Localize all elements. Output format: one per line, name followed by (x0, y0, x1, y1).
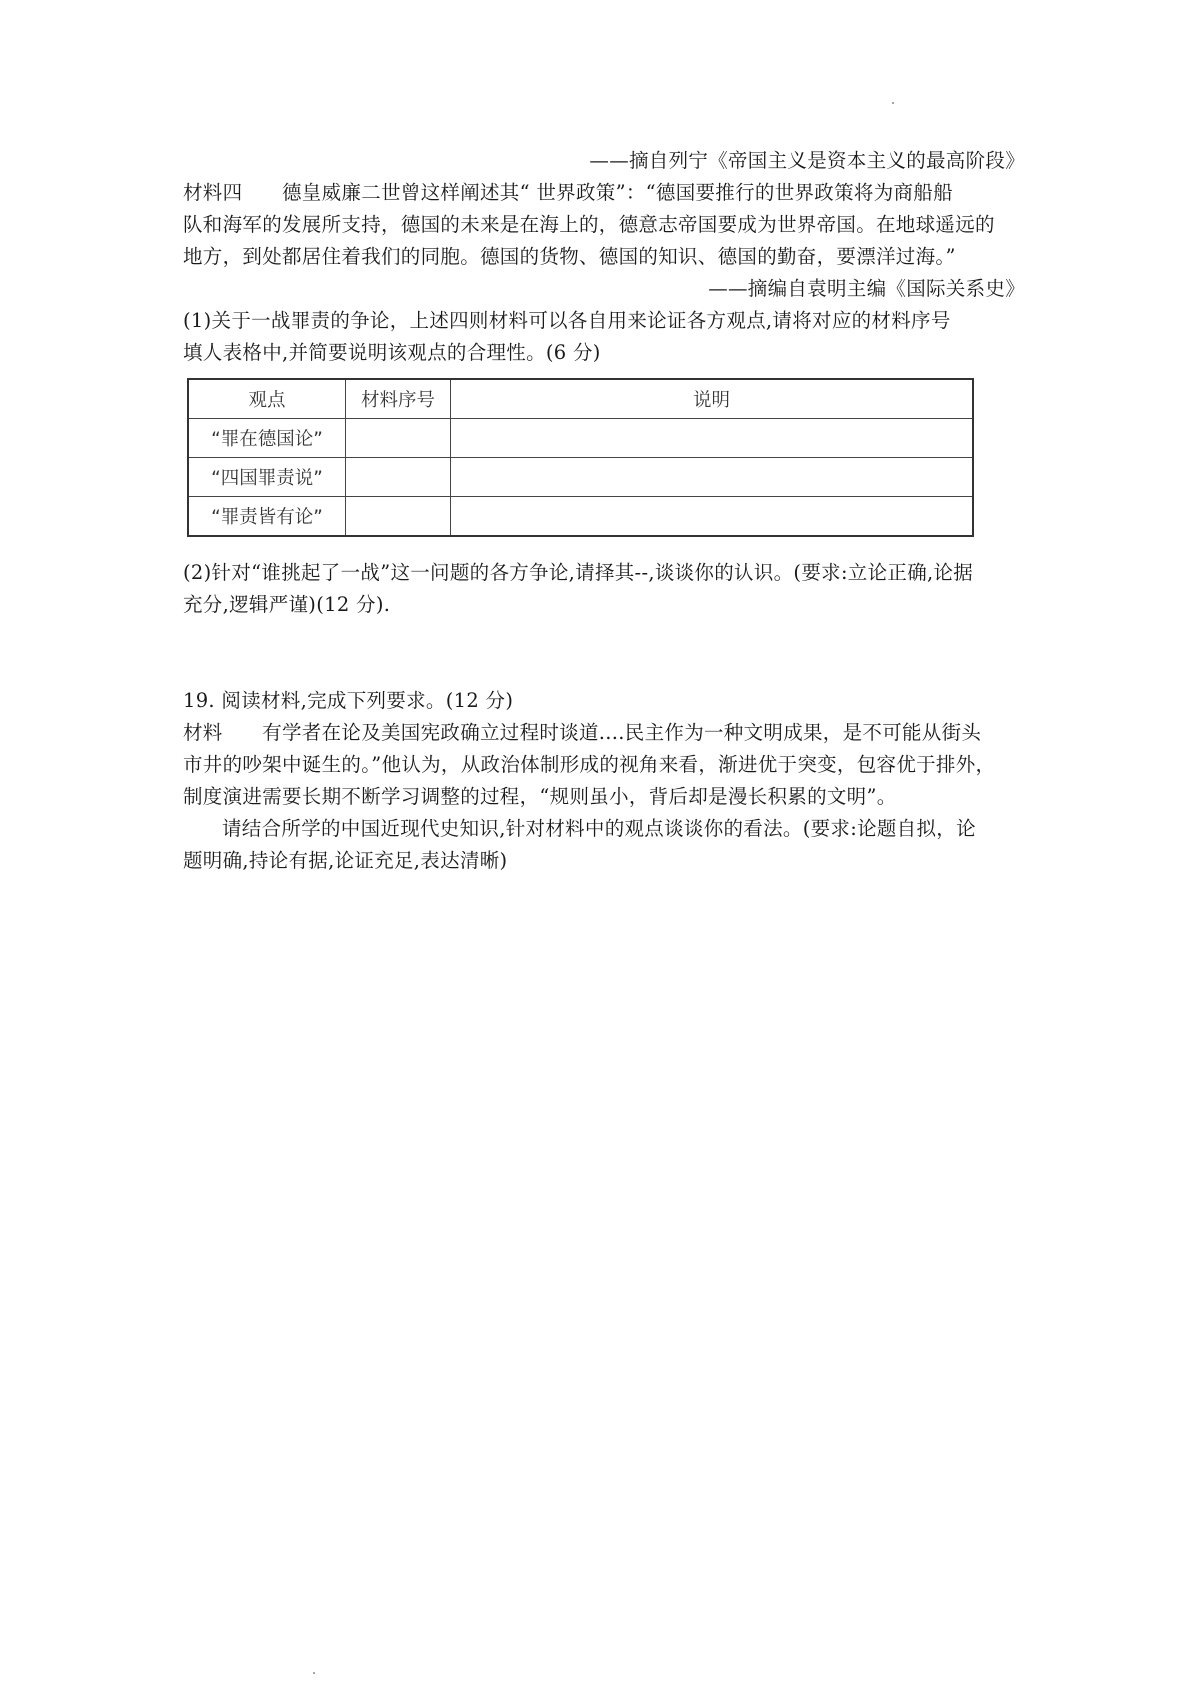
table-row (188, 497, 973, 537)
viewpoint-cell: “罪责皆有论” (188, 497, 346, 537)
material-number-cell[interactable] (346, 419, 451, 458)
material4-line1: 材料四 德皇威廉二世曾这样阐述其“ 世界政策”：“德国要推行的世界政策将为商船船 (183, 181, 953, 204)
question2-line1: (2)针对“谁挑起了一战”这一问题的各方争论,请择其--,谈谈你的认识。(要求:立论正确,论据 (183, 561, 974, 584)
header-viewpoint: 观点 (188, 379, 346, 419)
scan-speck (313, 1672, 315, 1674)
material-number-cell[interactable] (346, 458, 451, 497)
question19-task-line2: 题明确,持论有据,论证充足,表达清晰) (183, 849, 508, 872)
explanation-cell[interactable] (451, 458, 974, 497)
source-citation-lenin: ——摘自列宁《帝国主义是资本主义的最高阶段》 (589, 149, 1025, 172)
question19-material-line1: 材料 有学者在论及美国宪政确立过程时谈道....民主作为一种文明成果，是不可能从街头 (183, 721, 982, 744)
table-row (188, 419, 973, 458)
question19-task-line1: 请结合所学的中国近现代史知识,针对材料中的观点谈谈你的看法。(要求:论题自拟，论 (222, 817, 976, 840)
answer-table (187, 378, 974, 537)
viewpoint-cell: “四国罪责说” (188, 458, 346, 497)
material4-source: ——摘编自袁明主编《国际关系史》 (708, 277, 1025, 300)
explanation-cell[interactable] (451, 497, 974, 537)
question1-line2: 填人表格中,并简要说明该观点的合理性。(6 分) (183, 341, 601, 364)
explanation-cell[interactable] (451, 419, 974, 458)
material4-line2: 队和海军的发展所支持，德国的未来是在海上的，德意志帝国要成为世界帝国。在地球遥远的 (183, 213, 995, 236)
question19-material-line2: 市井的吵架中诞生的。”他认为，从政治体制形成的视角来看，渐进优于突变，包容优于排外， (183, 753, 996, 776)
header-explanation: 说明 (451, 379, 974, 419)
header-material-number: 材料序号 (346, 379, 451, 419)
table-row (188, 458, 973, 497)
question19-material-line3: 制度演进需要长期不断学习调整的过程，“规则虽小，背后却是漫长积累的文明”。 (183, 785, 897, 808)
material-number-cell[interactable] (346, 497, 451, 537)
table-header-row (188, 379, 973, 419)
question19-title: 19. 阅读材料,完成下列要求。(12 分) (183, 689, 514, 712)
question2-line2: 充分,逻辑严谨)(12 分). (183, 593, 391, 616)
material4-line3: 地方，到处都居住着我们的同胞。德国的货物、德国的知识、德国的勤奋，要漂洋过海。” (183, 245, 956, 268)
viewpoint-cell: “罪在德国论” (188, 419, 346, 458)
scan-speck (892, 102, 894, 104)
question1-line1: (1)关于一战罪责的争论，上述四则材料可以各自用来论证各方观点,请将对应的材料序号 (183, 309, 951, 332)
